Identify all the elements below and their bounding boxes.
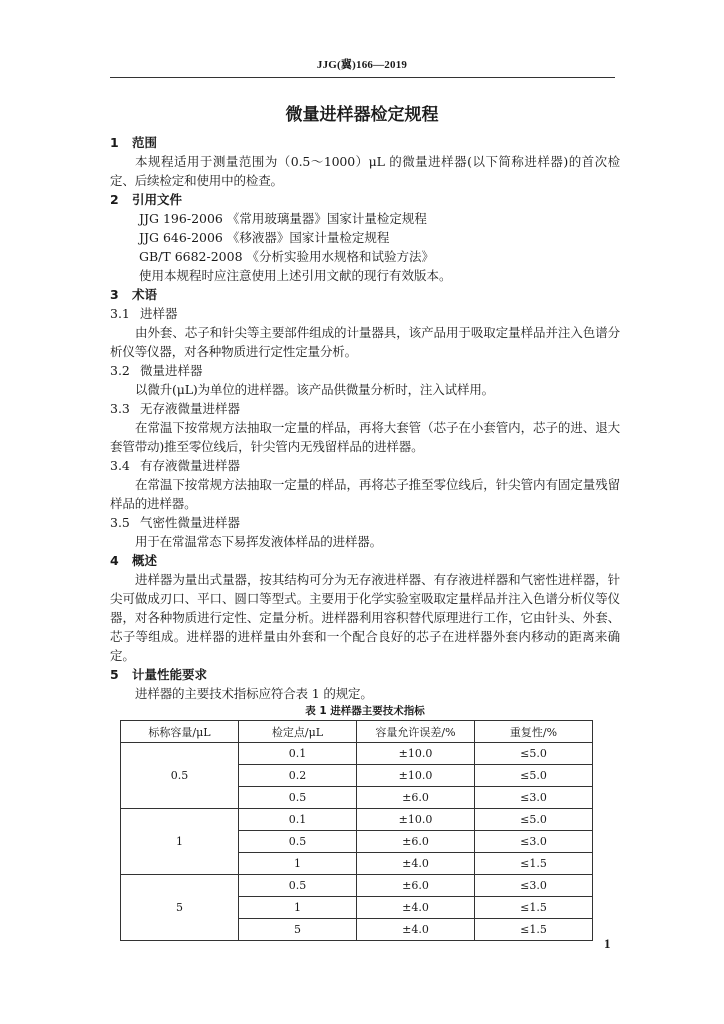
page-title: 微量进样器检定规程 xyxy=(285,105,439,125)
reference-item: JJG 196-2006 《常用玻璃量器》国家计量检定规程 xyxy=(139,211,427,226)
term-heading xyxy=(110,399,620,418)
table-row xyxy=(121,875,593,897)
table-cell: 0.5 xyxy=(239,787,357,809)
spec-table xyxy=(120,720,593,941)
table-cell: ≤5.0 xyxy=(475,743,593,765)
term-definition: 在常温下按常规方法抽取一定量的样品，再将大套管（芯子在小套管内，芯子的进、退大套管带动)推至零位线后，针尖管内无残留样品的进样器。 xyxy=(110,420,620,454)
table-cell: ±6.0 xyxy=(357,875,475,897)
table-cell: 0.2 xyxy=(239,765,357,787)
section-number: 3 xyxy=(110,287,119,302)
reference-item: GB/T 6682-2008 《分析实验用水规格和试验方法》 xyxy=(139,249,435,264)
section-number: 1 xyxy=(110,135,119,150)
table-cell: 5 xyxy=(239,919,357,941)
section-title: 范围 xyxy=(132,135,158,150)
table-caption: 表 1 进样器主要技术指标 xyxy=(305,705,425,717)
section-title: 概述 xyxy=(132,553,158,568)
section-number: 5 xyxy=(110,667,119,682)
term-number: 3.1 xyxy=(110,306,130,321)
table-cell: ≤5.0 xyxy=(475,765,593,787)
document-body xyxy=(110,133,620,941)
term-definition: 用于在常温常态下易挥发液体样品的进样器。 xyxy=(135,534,383,549)
column-header: 标称容量/μL xyxy=(121,721,239,743)
section-5-paragraph: 进样器的主要技术指标应符合表 1 的规定。 xyxy=(135,686,373,701)
table-cell: ≤1.5 xyxy=(475,853,593,875)
term-definition: 在常温下按常规方法抽取一定量的样品，再将芯子推至零位线后，针尖管内有固定量残留样品的进样器。 xyxy=(110,477,620,511)
section-number: 2 xyxy=(110,192,119,207)
document-code: JJG(冀)166—2019 xyxy=(316,59,408,71)
nominal-capacity-cell: 1 xyxy=(121,809,239,875)
column-header: 检定点/μL xyxy=(239,721,357,743)
section-title: 术语 xyxy=(132,287,158,302)
term-title: 微量进样器 xyxy=(140,363,203,378)
table-cell: 1 xyxy=(239,853,357,875)
header-rule xyxy=(110,77,615,78)
section-1-paragraph: 本规程适用于测量范围为（0.5～1000）μL 的微量进样器(以下简称进样器)的首次检定、后续检定和使用中的检查。 xyxy=(110,154,620,188)
term-heading xyxy=(110,304,620,323)
term-heading xyxy=(110,513,620,532)
term-title: 有存液微量进样器 xyxy=(140,458,241,473)
section-number: 4 xyxy=(110,553,119,568)
section-2-heading xyxy=(110,190,620,209)
table-cell: ≤1.5 xyxy=(475,897,593,919)
table-cell: ±10.0 xyxy=(357,765,475,787)
table-row xyxy=(121,809,593,831)
table-cell: ≤3.0 xyxy=(475,875,593,897)
term-number: 3.2 xyxy=(110,363,130,378)
section-title: 计量性能要求 xyxy=(132,667,208,682)
term-number: 3.5 xyxy=(110,515,130,530)
reference-item: JJG 646-2006 《移液器》国家计量检定规程 xyxy=(139,230,390,245)
term-number: 3.4 xyxy=(110,458,130,473)
table-cell: 0.5 xyxy=(239,831,357,853)
table-cell: ≤5.0 xyxy=(475,809,593,831)
table-cell: ±6.0 xyxy=(357,787,475,809)
table-cell: ±10.0 xyxy=(357,809,475,831)
page-number: 1 xyxy=(604,936,611,951)
term-heading xyxy=(110,456,620,475)
table-row xyxy=(121,743,593,765)
nominal-capacity-cell: 5 xyxy=(121,875,239,941)
table-cell: ±6.0 xyxy=(357,831,475,853)
section-4-heading xyxy=(110,551,620,570)
term-definition: 由外套、芯子和针尖等主要部件组成的计量器具，该产品用于吸取定量样品并注入色谱分析仪等仪器，对各种物质进行定性定量分析。 xyxy=(110,325,620,359)
section-5-heading xyxy=(110,665,620,684)
column-header: 重复性/% xyxy=(475,721,593,743)
term-heading xyxy=(110,361,620,380)
term-title: 无存液微量进样器 xyxy=(140,401,241,416)
table-cell: 0.1 xyxy=(239,809,357,831)
section-title: 引用文件 xyxy=(132,192,183,207)
nominal-capacity-cell: 0.5 xyxy=(121,743,239,809)
table-cell: ±4.0 xyxy=(357,919,475,941)
term-title: 进样器 xyxy=(140,306,178,321)
table-cell: ±4.0 xyxy=(357,897,475,919)
section-3-heading xyxy=(110,285,620,304)
section-1-heading xyxy=(110,133,620,152)
table-header-row xyxy=(121,721,593,743)
term-definition: 以微升(μL)为单位的进样器。该产品供微量分析时，注入试样用。 xyxy=(135,382,495,397)
table-cell: ≤3.0 xyxy=(475,831,593,853)
table-cell: ≤1.5 xyxy=(475,919,593,941)
column-header: 容量允许误差/% xyxy=(357,721,475,743)
section-4-paragraph: 进样器为量出式量器，按其结构可分为无存液进样器、有存液进样器和气密性进样器，针尖可做成刃口、平口、圆口等型式。主要用于化学实验室吸取定量样品并注入色谱分析仪等仪器，对各种物质进行定性、定量分析。进样器利用容积替代原理进行工作，它由针头、外套、芯子等组成。进样器的进样量由外套和一个配合良好的芯子在进样器外套内移动的距离来确定。 xyxy=(110,572,620,663)
table-cell: 1 xyxy=(239,897,357,919)
table-cell: ±4.0 xyxy=(357,853,475,875)
table-cell: ≤3.0 xyxy=(475,787,593,809)
term-title: 气密性微量进样器 xyxy=(140,515,241,530)
reference-note: 使用本规程时应注意使用上述引用文献的现行有效版本。 xyxy=(139,268,452,283)
term-number: 3.3 xyxy=(110,401,130,416)
table-cell: ±10.0 xyxy=(357,743,475,765)
table-cell: 0.1 xyxy=(239,743,357,765)
table-cell: 0.5 xyxy=(239,875,357,897)
